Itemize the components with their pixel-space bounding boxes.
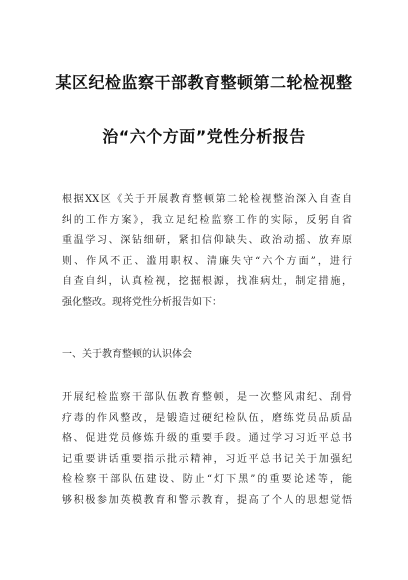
body-paragraph-line: 记重要讲话重要指示批示精神，习近平总书记关于加强纪: [62, 453, 352, 465]
body-paragraph-line: 格、促进党员修炼升级的重要手段。通过学习习近平总书: [62, 433, 352, 444]
section-heading: 一、关于教育整顿的认识体会: [62, 349, 192, 360]
document-title-line-1: 某区纪检监察干部教育整顿第二轮检视整: [55, 73, 353, 92]
body-paragraph-line: 疗毒的作风整改，是锻造过硬纪检队伍，磨练党员品质品: [62, 412, 352, 424]
intro-paragraph-line: 强化整改。现将党性分析报告如下：: [62, 296, 222, 308]
body-paragraph-line: 检检察干部队伍建设、防止“灯下黑”的重要论述等，能: [62, 474, 352, 485]
intro-paragraph: [62, 190, 352, 313]
intro-paragraph-line: 根据XX区《关于开展教育整顿第二轮检视整治深入自查自: [62, 194, 352, 205]
body-paragraph-line: 够积极参加英模教育和警示教育，提高了个人的思想觉悟: [62, 494, 352, 506]
intro-paragraph-line: 则、作风不正、滥用职权、清廉失守“六个方面”，进行: [62, 255, 352, 267]
body-paragraph: [62, 388, 352, 511]
intro-paragraph-line: 纠的工作方案》，我立足纪检监察工作的实际，反躬自省: [62, 214, 352, 226]
body-paragraph-line: 开展纪检监察干部队伍教育整顿，是一次整风肃纪、刮骨: [62, 392, 352, 403]
intro-paragraph-line: 重温学习、深钻细研，紧扣信仰缺失、政治动摇、放弃原: [62, 235, 352, 246]
intro-paragraph-line: 自查自纠，认真检视，挖掘根源，找准病灶，制定措施，: [62, 276, 352, 287]
document-title-line-2: 治“六个方面”党性分析报告: [102, 127, 306, 146]
